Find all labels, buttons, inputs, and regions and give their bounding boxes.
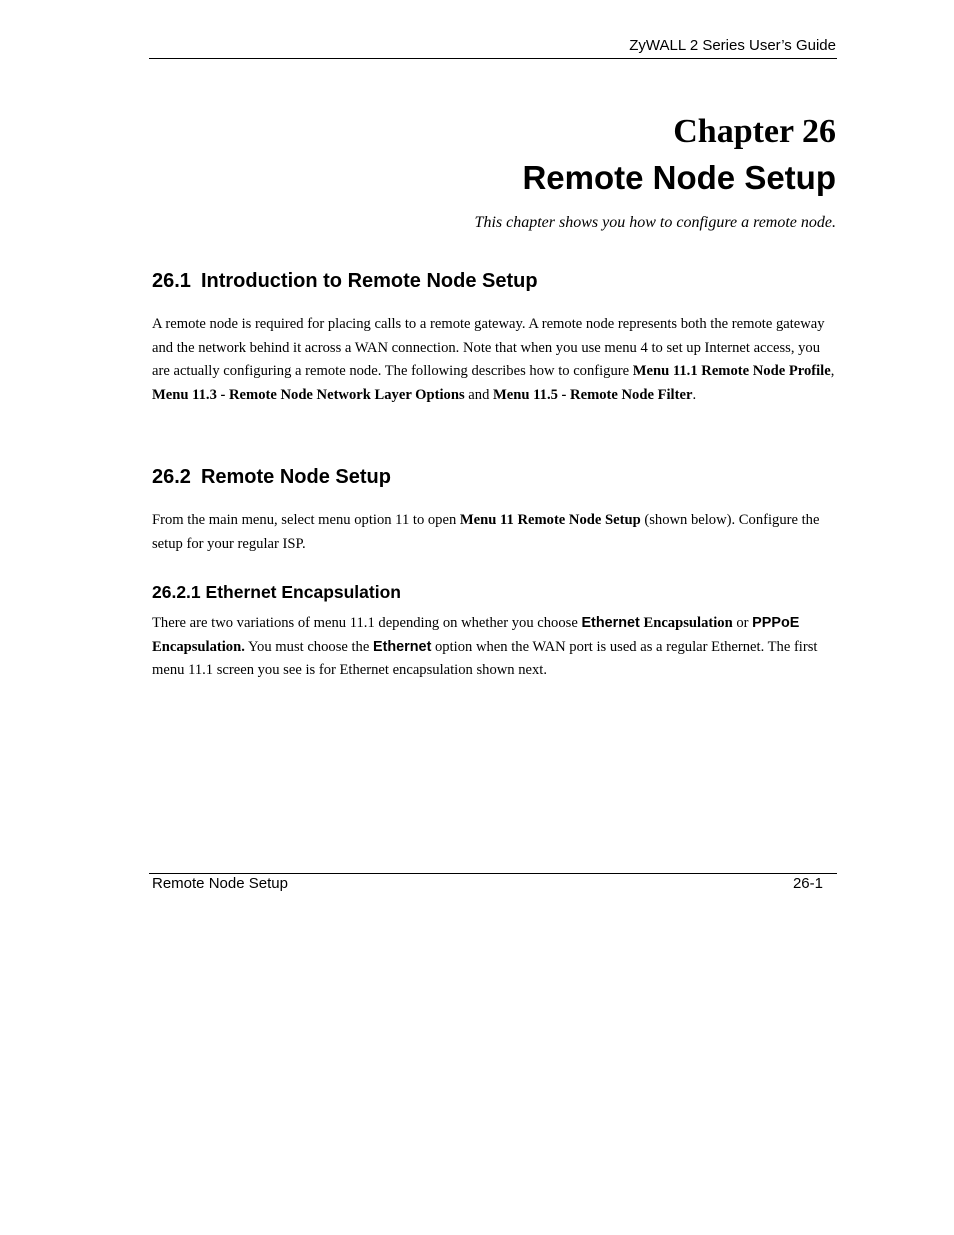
- text-run: ,: [830, 363, 835, 379]
- text-run: (shown below). Configure the setup for your regular ISP.: [152, 512, 820, 552]
- text-run: There are two variations of menu 11.1 depending on whether you choose: [152, 615, 582, 631]
- section-number: 26.2: [152, 466, 191, 488]
- section-heading-26-1: [152, 268, 538, 294]
- menu-reference: Menu 11 Remote Node Setup: [459, 512, 641, 528]
- option-name: Encapsulation: [639, 615, 733, 631]
- menu-reference: Menu 11.1 Remote Node Profile: [632, 363, 831, 379]
- text-run: .: [692, 386, 697, 403]
- section-title: Remote Node Setup: [200, 466, 391, 488]
- running-header: ZyWALL 2 Series User’s Guide: [629, 37, 836, 54]
- text-run: option when the WAN port is used as a regular Ethernet. The first menu 11.1 screen you see is for Ethernet encapsulation shown next.: [152, 638, 818, 678]
- text-run: or: [732, 615, 753, 631]
- footer-page-number: 26-1: [792, 875, 823, 892]
- text-run: and: [464, 386, 494, 403]
- text-run: From the main menu, select menu option 11 to open: [152, 512, 460, 528]
- option-name: Ethernet: [581, 615, 640, 631]
- header-rule: [149, 58, 837, 59]
- menu-reference: Menu 11.5 - Remote Node Filter: [493, 386, 693, 403]
- subsection-heading-26-2-1: 26.2.1 Ethernet Encapsulation: [152, 582, 401, 602]
- footer-chapter-title: Remote Node Setup: [152, 875, 288, 892]
- footer-rule: [149, 873, 837, 874]
- option-name: Ethernet: [372, 638, 432, 655]
- option-name: Encapsulation.: [152, 638, 245, 655]
- section-title: Introduction to Remote Node Setup: [200, 270, 538, 292]
- text-run: You must choose the: [244, 638, 373, 655]
- menu-reference: Menu 11.3 - Remote Node Network Layer Options: [152, 386, 465, 403]
- option-name: PPPoE: [752, 615, 800, 631]
- paragraph-remote-node-setup: [152, 509, 836, 556]
- chapter-title: Remote Node Setup: [522, 159, 836, 196]
- section-number: 26.1: [152, 270, 191, 292]
- paragraph-intro: [152, 313, 836, 407]
- paragraph-ethernet-encapsulation: [152, 612, 836, 683]
- chapter-number: Chapter 26: [673, 113, 836, 150]
- section-heading-26-2: [152, 464, 391, 490]
- text-run: A remote node is required for placing calls to a remote gateway. A remote node represents both the remote gateway and the network behind it across a WAN connection. Note that when you use menu 4 to set up Internet access, you are actually configuring a remote node. The following describes how to configure: [152, 316, 825, 379]
- chapter-intro: This chapter shows you how to configure a remote node.: [474, 214, 836, 231]
